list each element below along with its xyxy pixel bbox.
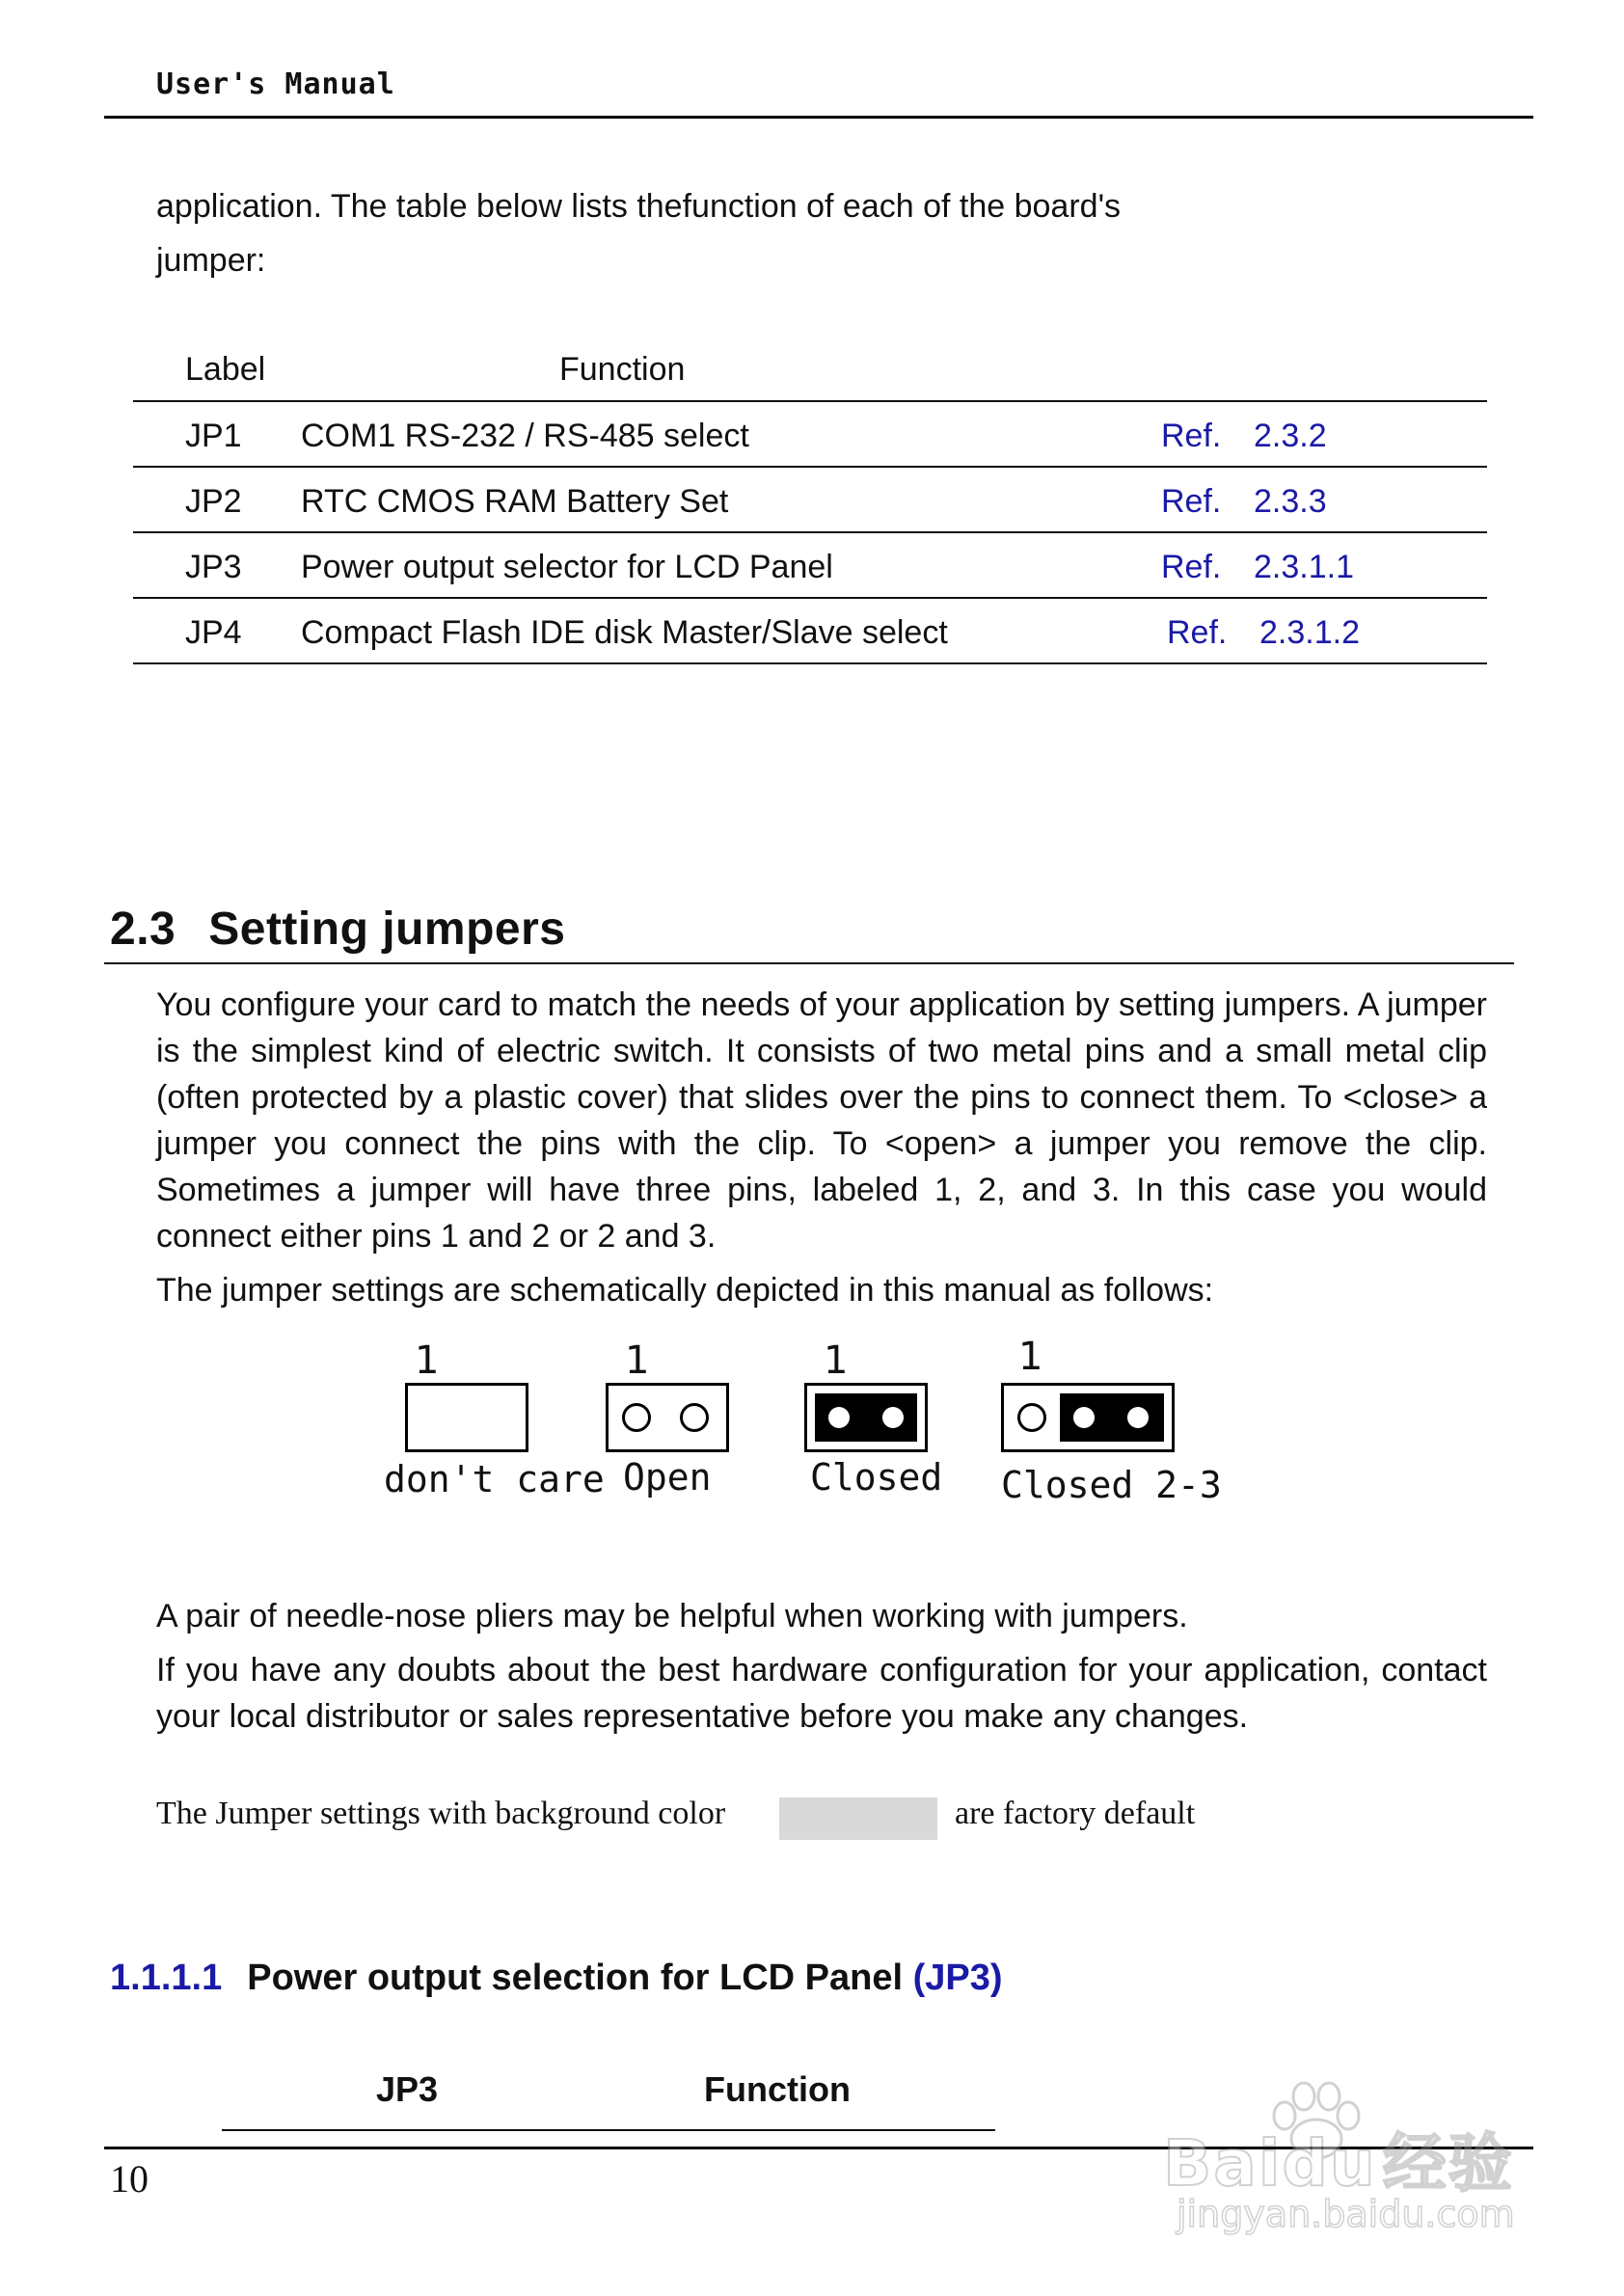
row-function: COM1 RS-232 / RS-485 select (301, 418, 749, 454)
closed-pin-icon (828, 1407, 850, 1428)
closed-pin-icon (882, 1407, 904, 1428)
body-paragraph: You configure your card to match the needs of your application by setting jumpers. A jumper is the simplest kind of electric switch. It consists of two metal pins and a small metal clip (often protected by a plastic cover) that slides over the pins to connect them. To <close> a jumper you connect the pins with the clip. To <open> a jumper you remove the clip. Sometimes a jumper will have three pins, labeled 1, 2, and 3. In this case you would connect either pins 1 and 2 or 2 and 3. (156, 986, 1487, 1255)
table-row (133, 597, 1487, 664)
row-label: JP1 (185, 418, 242, 454)
open-pin-icon (680, 1403, 709, 1432)
row-label: JP2 (185, 483, 242, 520)
table-row (133, 531, 1487, 597)
jumper-table (133, 347, 1487, 664)
body-paragraph: If you have any doubts about the best hardware configuration for your application, contact your local distributor or sales representative before you make any changes. (156, 1652, 1487, 1735)
intro-paragraph: application. The table below lists thefunction of each of the board's jumper: (156, 188, 1122, 279)
jumper-clip (1060, 1393, 1164, 1442)
section-title: Setting jumpers (208, 904, 566, 955)
table-row (133, 466, 1487, 531)
jumper-box (405, 1383, 528, 1452)
closed-pin-icon (1073, 1407, 1095, 1428)
jumper-box (606, 1383, 729, 1452)
ref-word: Ref. (1161, 549, 1222, 585)
ref-link[interactable]: 2.3.1.1 (1254, 549, 1354, 585)
ref-link[interactable]: 2.3.1.2 (1259, 614, 1360, 651)
default-note-text: are factory default (955, 1796, 1196, 1831)
jp3-table-rule (222, 2129, 995, 2131)
jumper-box (1001, 1383, 1175, 1452)
row-function: RTC CMOS RAM Battery Set (301, 483, 729, 520)
jp3-col-header: JP3 (376, 2069, 439, 2109)
open-pin-icon (1017, 1403, 1046, 1432)
watermark-url: jingyan.baidu.com (1177, 2193, 1515, 2235)
section-number: 2.3 (110, 904, 176, 955)
table-row (133, 400, 1487, 466)
watermark-brand: Baidu经验 (1163, 2126, 1514, 2201)
open-pin-icon (622, 1403, 651, 1432)
diagram-caption: Closed 2-3 (1001, 1464, 1222, 1506)
page-number: 10 (110, 2157, 149, 2201)
body-paragraph: A pair of needle-nose pliers may be helpful when working with jumpers. (156, 1598, 1188, 1634)
diagram-caption: don't care (384, 1458, 605, 1500)
row-function: Power output selector for LCD Panel (301, 549, 833, 585)
col-function-header: Function (559, 351, 686, 388)
subsection-heading (110, 1958, 1003, 1999)
section-rule (104, 962, 1514, 964)
ref-word: Ref. (1161, 483, 1222, 520)
diagram-caption: Closed (810, 1456, 943, 1499)
pin-number: 1 (824, 1338, 849, 1383)
header-rule (104, 116, 1533, 119)
row-label: JP4 (185, 614, 242, 651)
diagram-caption: Open (623, 1456, 712, 1499)
jp3-table-header (222, 2069, 993, 2127)
pin-number: 1 (415, 1338, 440, 1383)
col-label-header: Label (185, 351, 266, 388)
default-note-text: The Jumper settings with background color (156, 1796, 726, 1831)
watermark (1157, 2079, 1543, 2243)
running-header: User's Manual (156, 68, 395, 101)
jumper-clip (815, 1393, 917, 1442)
pin-number: 1 (625, 1338, 650, 1383)
row-label: JP3 (185, 549, 242, 585)
ref-word: Ref. (1161, 418, 1222, 454)
subsection-title: Power output selection for LCD Panel (247, 1958, 904, 1998)
subsection-ref: (JP3) (912, 1958, 1003, 1998)
function-col-header: Function (704, 2069, 851, 2109)
table-header (133, 347, 1487, 400)
closed-pin-icon (1127, 1407, 1149, 1428)
body-paragraph: The jumper settings are schematically depicted in this manual as follows: (156, 1272, 1214, 1309)
row-function: Compact Flash IDE disk Master/Slave select (301, 614, 948, 651)
section-heading (110, 903, 565, 956)
pin-number: 1 (1018, 1335, 1043, 1379)
ref-word: Ref. (1167, 614, 1228, 651)
subsection-number: 1.1.1.1 (110, 1958, 223, 1998)
default-color-swatch (779, 1797, 937, 1840)
jumper-box (804, 1383, 928, 1452)
ref-link[interactable]: 2.3.3 (1254, 483, 1327, 520)
ref-link[interactable]: 2.3.2 (1254, 418, 1327, 454)
